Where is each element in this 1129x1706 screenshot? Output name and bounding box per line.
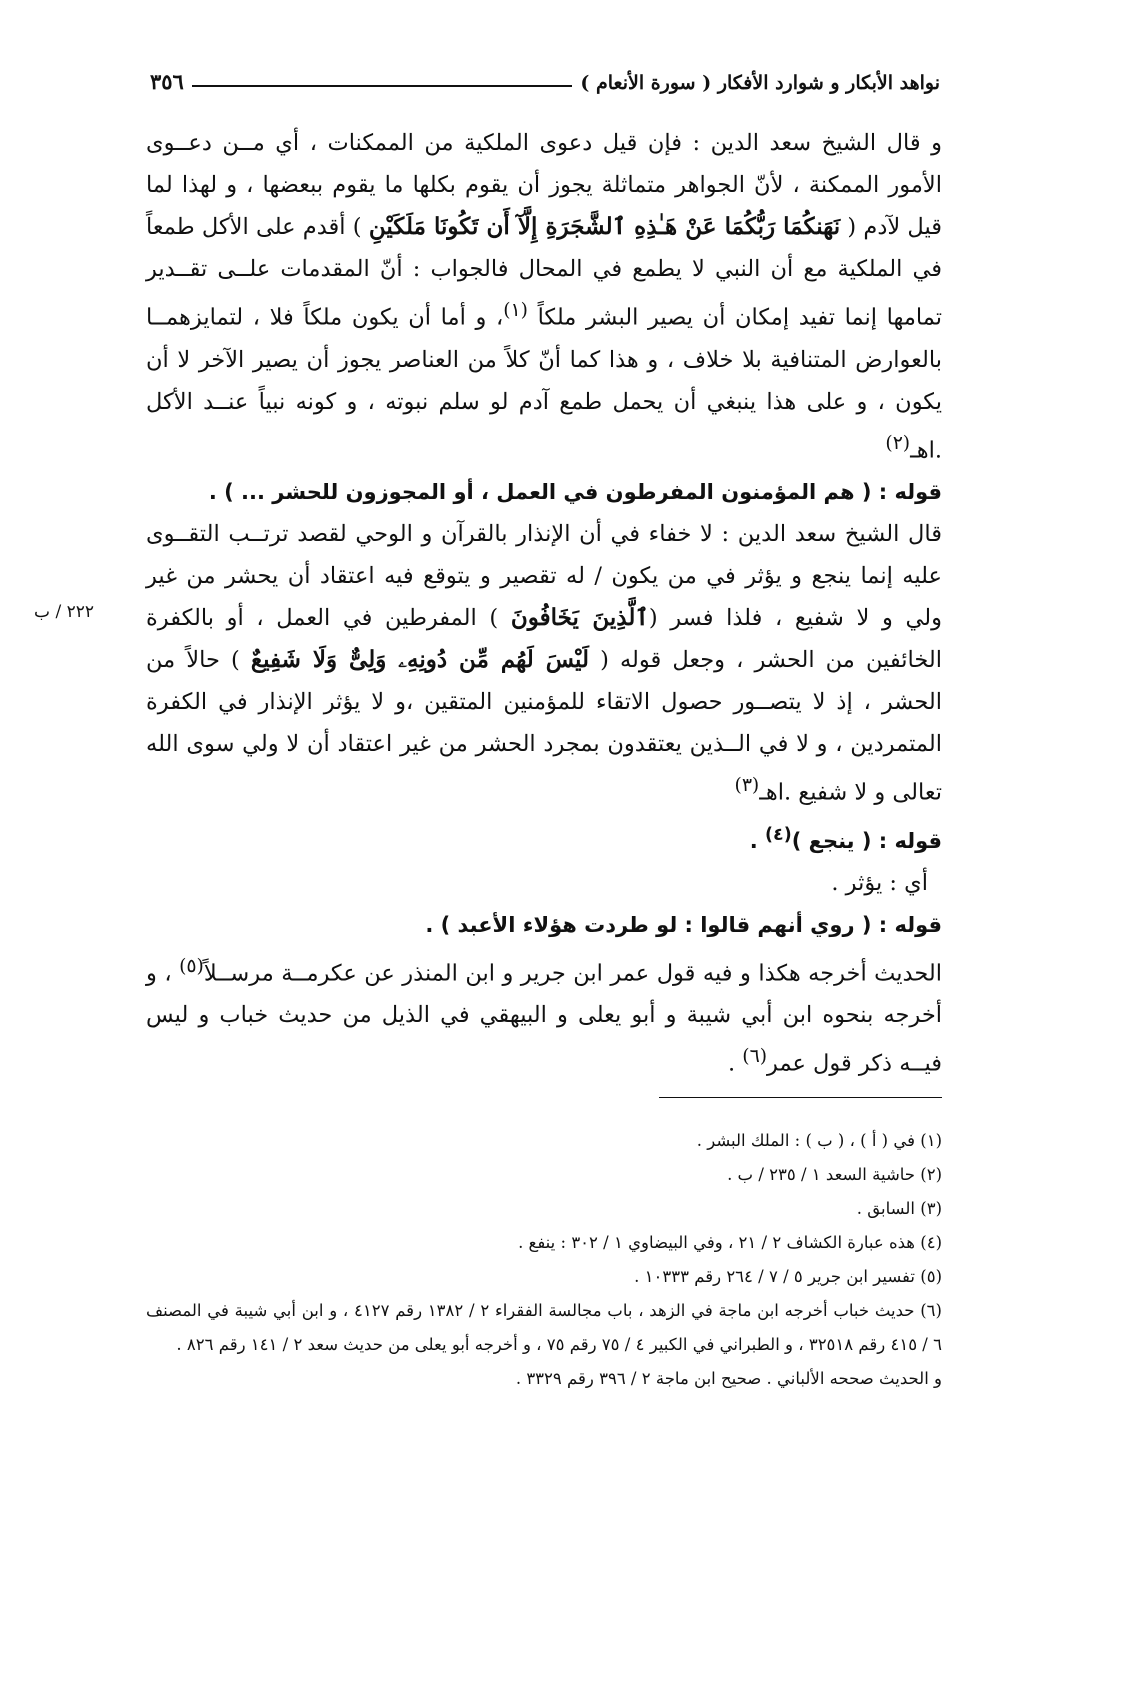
paragraph-4 bbox=[146, 946, 942, 1085]
heading-2-end: . bbox=[749, 828, 765, 853]
footnote-1: (١) في ( أ ) ، ( ب ) : الملك البشر . bbox=[696, 1131, 942, 1150]
footnote-3: (٣) السابق . bbox=[856, 1199, 942, 1218]
footnote-5: (٥) تفسير ابن جرير ٥ / ٧ / ٢٦٤ رقم ١٠٣٣٣ . bbox=[634, 1267, 942, 1286]
folio-margin-note: ٢٢٢ / ب bbox=[34, 602, 94, 622]
footnote-separator bbox=[659, 1097, 942, 1098]
footnote-4: (٤) هذه عبارة الكشاف ٢ / ٢١ ، وفي البيضاوي ١ / ٣٠٢ : ينفع . bbox=[518, 1233, 942, 1252]
main-text bbox=[146, 122, 942, 1085]
footnote-ref-2: (٢) bbox=[885, 432, 911, 454]
paragraph-1-continued: ) أقدم على الأكل طمعاً في الملكية مع أن النبي لا يطمع في المحال فالجواب : أنّ المقدمات علــى تقــدير تمامها إنما تفيد إمكان أن يصير البشر ملكاً bbox=[146, 214, 942, 331]
heading-qawluh-1: قوله : ( هم المؤمنون المفرطون في العمل ، أو المجوزون للحشر ... ) . bbox=[208, 480, 942, 504]
footnote-2: (٢) حاشية السعد ١ / ٢٣٥ / ب . bbox=[727, 1165, 942, 1184]
paragraph-1-continued-2: ، و أما أن يكون ملكاً فلا ، لتمايزهمــا بالعوارض المتنافية بلا خلاف ، و هذا كما أنّ كلاً من العناصر يجوز أن يصير الآخر لا أن يكون ، و على هذا ينبغي أن يحمل طمع آدم لو سلم نبوته ، و كونه نبياً عنــد الأكل .اهـ bbox=[146, 304, 943, 463]
footnotes bbox=[146, 1124, 942, 1396]
heading-qawluh-2 bbox=[146, 814, 942, 862]
footnote-ref-5: (٥) bbox=[179, 955, 204, 977]
paragraph-2-continued-2: ) حالاً من الحشر ، إذ لا يتصــور حصول الاتقاء للمؤمنين المتقين ،و لا يؤثر الإنذار في الكفرة المتمردين ، و لا في الــذين يعتقدون بمجرد الحشر من غير اعتقاد أن لا ولي سوى الله تعالى و لا شفيع .اهـ bbox=[146, 647, 942, 806]
paragraph-2 bbox=[146, 513, 942, 814]
footnote-ref-3: (٣) bbox=[734, 775, 760, 796]
footnote-6: (٦) حديث خباب أخرجه ابن ماجة في الزهد ، باب مجالسة الفقراء ٢ / ١٣٨٢ رقم ٤١٢٧ ، و ابن أبي شيبة في المصنف ٦ / ٤١٥ رقم ٣٢٥١٨ ، و الطبراني في الكبير ٤ / ٧٥ رقم ٧٥ ، و أخرجه أبو يعلى من حديث سعد ٢ / ١٤١ رقم ٨٢٦ . bbox=[146, 1301, 942, 1354]
footnote-6-continued: و الحديث صححه الألباني . صحيح ابن ماجة ٢ / ٣٩٦ رقم ٣٣٢٩ . bbox=[515, 1369, 942, 1388]
paragraph-1-text: و قال الشيخ سعد الدين : فإن قيل دعوى الملكية من الممكنات ، أي مــن دعــوى الأمور الممكنة ، لأنّ الجواهر متماثلة يجوز أن يقوم بكلها ما يقوم ببعضها ، و لهذا لما قيل لآدم ( bbox=[146, 130, 943, 240]
heading-qawluh-3: قوله : ( روي أنهم قالوا : لو طردت هؤلاء الأعبد ) . bbox=[425, 912, 942, 937]
heading-2-text: قوله : ( ينجع ) bbox=[791, 828, 942, 853]
quran-quote-2: ٱلَّذِينَ يَخَافُونَ bbox=[510, 604, 649, 631]
quran-quote-3: لَيْسَ لَهُم مِّن دُونِهِۦ وَلِىٌّ وَلَا شَفِيعٌ bbox=[250, 646, 589, 673]
paragraph-2-continued: ) المفرطين في العمل ، أو بالكفرة الخائفين من الحشر ، وجعل قوله ( bbox=[146, 605, 942, 673]
page-number: ٣٥٦ bbox=[150, 69, 184, 94]
paragraph-3: أي : يؤثر . bbox=[831, 869, 928, 896]
footnote-ref-1: (١) bbox=[503, 300, 528, 321]
running-header bbox=[150, 62, 940, 94]
footnote-ref-6: (٦) bbox=[742, 1046, 768, 1067]
header-title: نواهد الأبكار و شوارد الأفكار ( سورة الأنعام ) bbox=[580, 72, 940, 94]
header-rule bbox=[192, 85, 573, 87]
footnote-ref-4: (٤) bbox=[765, 824, 792, 845]
quran-quote-1: نَهَنكُمَا رَبُّكُمَا عَنْ هَـٰذِهِ ٱلشَّجَرَةِ إِلَّآ أَن تَكُونَا مَلَكَيْنِ bbox=[368, 213, 841, 240]
paragraph-4-continued: ، و أخرجه بنحوه ابن أبي شيبة و أبو يعلى و البيهقي في الذيل من حديث خباب و ليس فيــه ذكر قول عمر bbox=[146, 960, 942, 1077]
paragraph-2-text: قال الشيخ سعد الدين : لا خفاء في أن الإنذار بالقرآن و الوحي لقصد ترتــب التقــوى عليه إنما ينجع و يؤثر في من يكون / له تقصير و يتوقع فيه اعتقاد أن يحشر من غير ولي و لا شفيع ، فلذا فسر ( bbox=[146, 521, 942, 631]
paragraph-1 bbox=[146, 122, 942, 471]
paragraph-4-end: . bbox=[727, 1050, 743, 1077]
paragraph-4-text: الحديث أخرجه هكذا و فيه قول عمر ابن جرير و ابن المنذر عن عكرمــة مرســلاً bbox=[203, 960, 942, 986]
